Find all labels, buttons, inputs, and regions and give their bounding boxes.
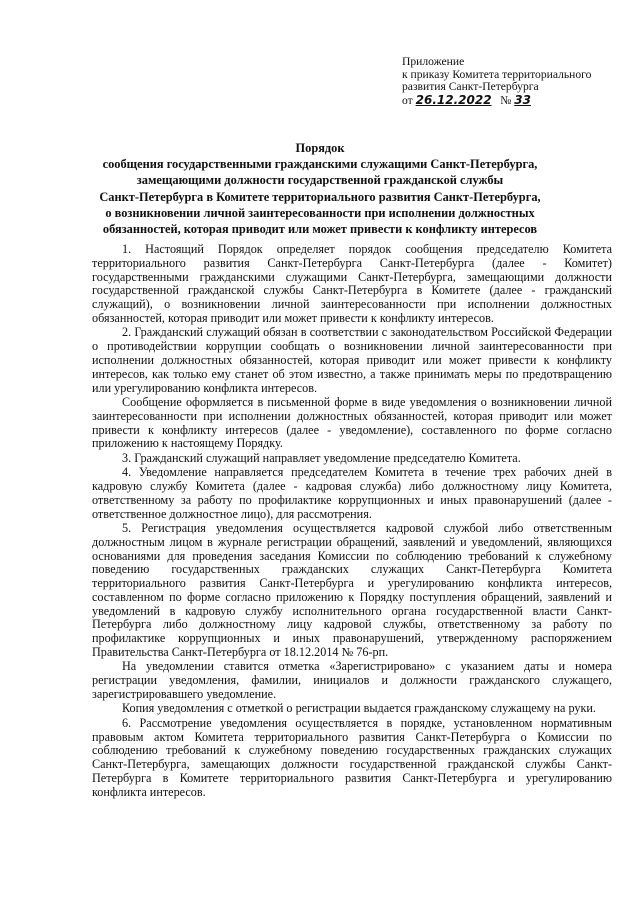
handwritten-number: 33: [514, 92, 531, 107]
number-prefix: №: [500, 93, 512, 107]
handwritten-date: 26.12.2022: [415, 92, 492, 107]
title-line-3: замещающими должности государственной гражданской службы: [136, 173, 504, 188]
attachment-block: [402, 56, 627, 107]
attachment-order-ref: к приказу Комитета территориального: [402, 67, 592, 81]
title-line-1: Порядок: [295, 141, 345, 155]
paragraph-5-copy: Копия уведомления с отметкой о регистрации выдается гражданскому служащему на руки.: [122, 701, 596, 716]
attachment-org: развития Санкт-Петербурга: [402, 80, 539, 94]
paragraph-5-mark: На уведомлении ставится отметка «Зарегистрировано» с указанием даты и номера регистрации уведомления, фамилии, инициалов и должности гражданского служащего, зарегистрировавшего уведомление.: [92, 659, 612, 702]
paragraph-4: 4. Уведомление направляется председателем Комитета в течение трех рабочих дней в кадровую службу Комитета (далее - кадровая служба) либо должностному лицу Комитета, ответственному за работу по профилактике коррупционных и иных правонарушений (далее - ответственное должностное лицо), для рассмотрения.: [92, 465, 612, 521]
attachment-label: Приложение: [402, 55, 465, 68]
title-line-5: о возникновении личной заинтересованности при исполнении должностных: [105, 205, 535, 220]
paragraph-1: 1. Настоящий Порядок определяет порядок сообщения председателю Комитета территориального развития Санкт-Петербурга Санкт-Петербурга (далее - Комитет) государственными гражданскими служащими Санкт-Петербурга, замещающими должности государственной гражданской службы Санкт-Петербурга в Комитете (далее - гражданский служащий), о возникновении личной заинтересованности при исполнении должностных обязанностей, которая приводит или может привести к конфликту интересов.: [92, 242, 612, 325]
paragraph-2-cont: Сообщение оформляется в письменной форме в виде уведомления о возникновении личной заинтересованности при исполнении должностных обязанностей, которая приводит или может привести к конфликту интересов (далее - уведомление), составленного по форме согласно приложению к настоящему Порядку.: [92, 394, 612, 451]
paragraph-3: 3. Гражданский служащий направляет уведомление председателю Комитета.: [122, 450, 521, 465]
date-prefix: от: [402, 93, 413, 107]
title-line-4: Санкт-Петербурга в Комитете территориального развития Санкт-Петербурга,: [99, 189, 541, 204]
attachment-date-line: [402, 94, 627, 108]
document-title: [60, 140, 580, 237]
title-line-6: обязанностей, которая приводит или может привести к конфликту интересов: [102, 222, 538, 237]
title-line-2: сообщения государственными гражданскими служащими Санкт-Петербурга,: [102, 157, 538, 172]
document-body: [92, 243, 612, 800]
paragraph-2: 2. Гражданский служащий обязан в соответствии с законодательством Российской Федерации о противодействии коррупции сообщать о возникновении личной заинтересованности при исполнении должностных обязанностей, которая приводит или может привести к конфликту интересов, как только ему станет об этом известно, а также принимать меры по предотвращению или урегулированию конфликта интересов.: [92, 325, 612, 395]
paragraph-6: 6. Рассмотрение уведомления осуществляется в порядке, установленном нормативным правовым актом Комитета территориального развития Санкт-Петербурга о Комиссии по соблюдению требований к служебному поведению государственных гражданских служащих Санкт-Петербурга, замещающих должности государственной гражданской службы Санкт-Петербурга в Комитете территориального развития Санкт-Петербурга и урегулированию конфликта интересов.: [92, 715, 612, 799]
paragraph-5: 5. Регистрация уведомления осуществляется кадровой службой либо ответственным должностным лицом в журнале регистрации обращений, заявлений и уведомлений, являющихся основаниями для проведения заседания Комиссии по соблюдению требований к служебному поведению государственных гражданских служащих Санкт-Петербурга Комитета территориального развития Санкт-Петербурга и урегулированию конфликта интересов, составленном по форме согласно приложению к Порядку поступления обращений, заявлений и уведомлений в кадровую службу исполнительного органа государственной власти Санкт-Петербурга либо должностному лицу кадровой службы, ответственному за работу по профилактике коррупционных и иных правонарушений, утвержденному распоряжением Правительства Санкт-Петербурга от 18.12.2014 № 76-рп.: [92, 520, 612, 660]
